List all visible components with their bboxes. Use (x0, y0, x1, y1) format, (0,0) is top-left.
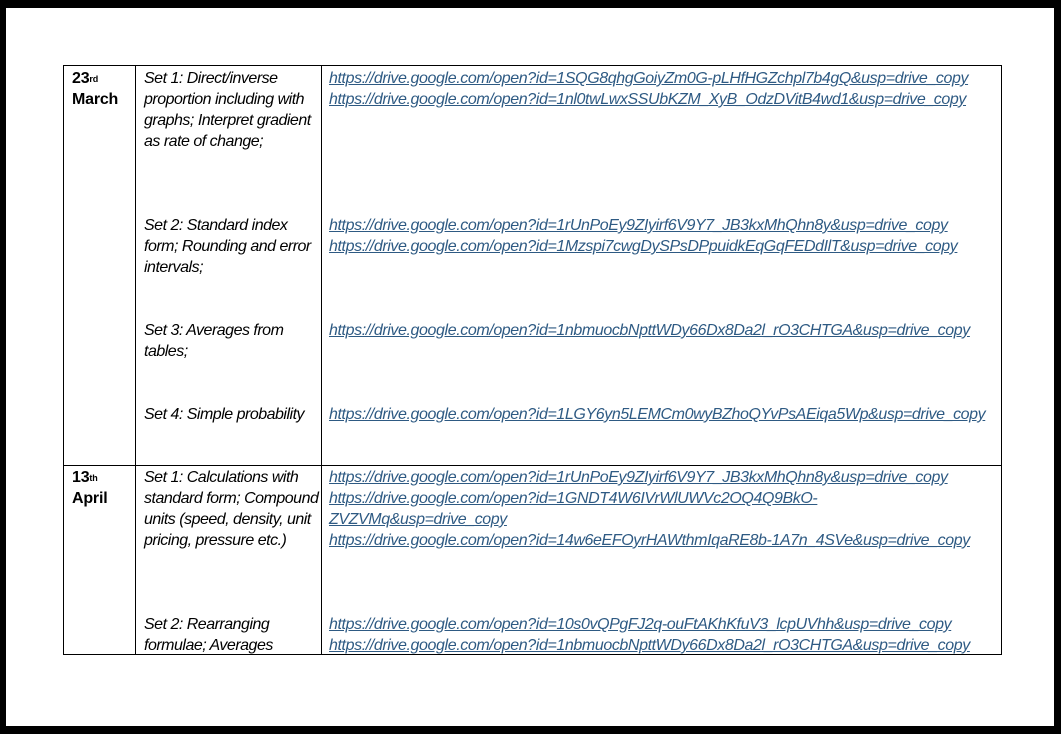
drive-link[interactable]: https://drive.google.com/open?id=1rUnPoEy9ZIyirf6V9Y7_JB3kxMhQhn8y&usp=drive_copy (329, 217, 948, 234)
row-divider (64, 465, 1001, 466)
drive-link[interactable]: https://drive.google.com/open?id=1Mzspi7cwgDySPsDPpuidkEqGqFEDdIlT&usp=drive_copy (329, 238, 958, 255)
drive-link[interactable]: ZVZVMq&usp=drive_copy (329, 511, 507, 528)
drive-link[interactable]: https://drive.google.com/open?id=1rUnPoEy9ZIyirf6V9Y7_JB3kxMhQhn8y&usp=drive_copy (329, 469, 948, 486)
date-day: 23 (72, 70, 90, 87)
drive-link[interactable]: https://drive.google.com/open?id=1nbmuocbNpttWDy66Dx8Da2l_rO3CHTGA&usp=drive_copy (329, 322, 970, 339)
date-cell (72, 467, 107, 509)
set-topic: Set 2: Rearranging formulae; Averages (144, 616, 273, 654)
column-divider (135, 66, 136, 654)
drive-link[interactable]: https://drive.google.com/open?id=10s0vQPgFJ2q-ouFtAKhKfuV3_lcpUVhh&usp=drive_copy (329, 616, 952, 633)
drive-link[interactable]: https://drive.google.com/open?id=1SQG8qhgGoiyZm0G-pLHfHGZchpl7b4gQ&usp=drive_copy (329, 70, 969, 87)
link-group (329, 614, 999, 656)
link-group (329, 68, 999, 110)
link-group (329, 404, 999, 425)
drive-link[interactable]: https://drive.google.com/open?id=14w6eEFOyrHAWthmIqaRE8b-1A7n_4SVe&usp=drive_copy (329, 532, 970, 549)
set-topic: Set 1: Calculations with standard form; Compound units (speed, density, unit pricing, pressure etc.) (144, 469, 319, 549)
document-page (6, 8, 1054, 726)
drive-link[interactable]: https://drive.google.com/open?id=1nbmuocbNpttWDy66Dx8Da2l_rO3CHTGA&usp=drive_copy (329, 637, 970, 654)
date-suffix: th (89, 473, 98, 483)
set-topic: Set 4: Simple probability (144, 406, 305, 423)
set-topic: Set 3: Averages from tables; (144, 322, 284, 360)
link-group (329, 467, 999, 551)
drive-link[interactable]: https://drive.google.com/open?id=1LGY6yn5LEMCm0wyBZhoQYvPsAEiqa5Wp&usp=drive_copy (329, 406, 986, 423)
link-group (329, 215, 999, 257)
date-month: March (72, 91, 119, 108)
link-group (329, 320, 999, 341)
drive-link[interactable]: https://drive.google.com/open?id=1nl0twLwxSSUbKZM_XyB_OdzDVitB4wd1&usp=drive_copy (329, 91, 967, 108)
drive-link[interactable]: https://drive.google.com/open?id=1GNDT4W6IVrWlUWVc2OQ4Q9BkO- (329, 490, 818, 507)
schedule-table (63, 65, 1002, 655)
set-topic: Set 2: Standard index form; Rounding and error intervals; (144, 217, 311, 276)
set-topic: Set 1: Direct/inverse proportion including with graphs; Interpret gradient as rate of change; (144, 70, 311, 150)
date-day: 13 (72, 469, 90, 486)
date-cell (72, 68, 118, 110)
date-month: April (72, 490, 108, 507)
date-suffix: rd (89, 74, 99, 84)
